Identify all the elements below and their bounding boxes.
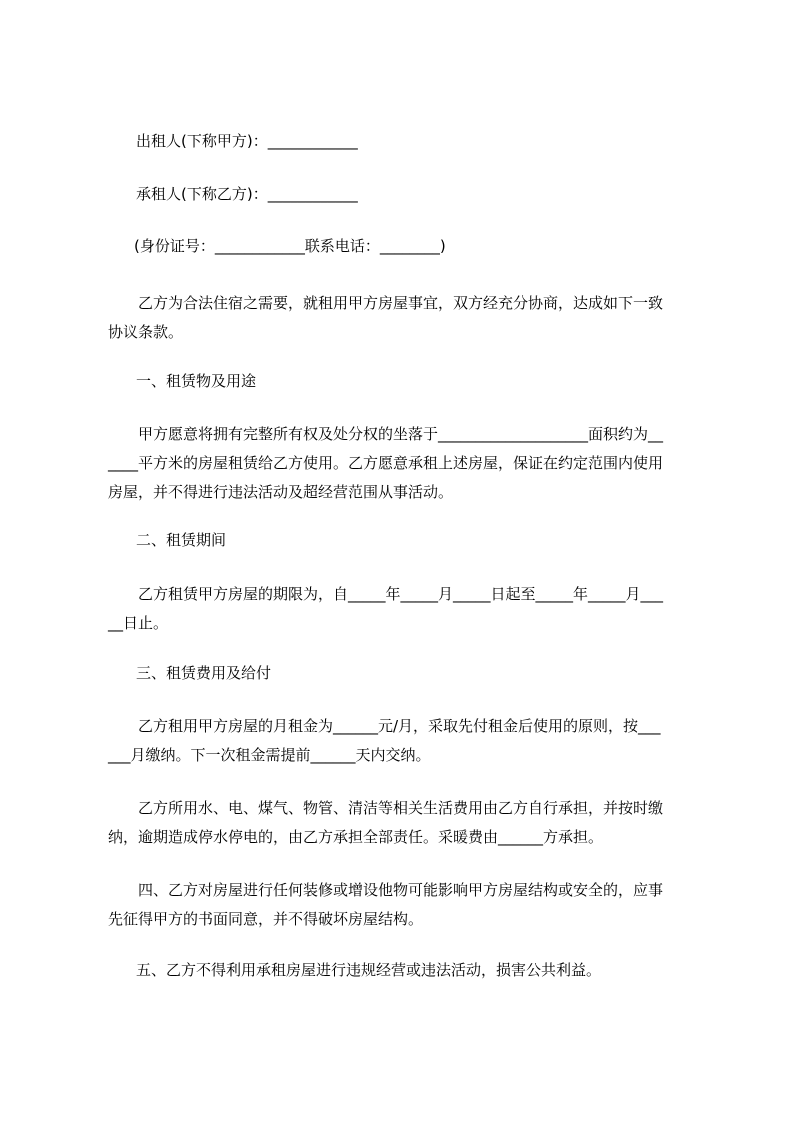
section1-paragraph — [108, 420, 703, 507]
section3-line-2: ___月缴纳。下一次租金需提前______天内交纳。 — [108, 746, 431, 764]
section4-paragraph — [108, 876, 703, 934]
section1-line-1: 甲方愿意将拥有完整所有权及处分权的坐落于____________________面积约为__ — [138, 425, 664, 443]
intro-paragraph — [108, 289, 703, 347]
id-contact-line: (身份证号：____________联系电话：________) — [134, 237, 446, 255]
section3-2-line-1: 乙方所用水、电、煤气、物管、清洁等相关生活费用由乙方自行承担，并按时缴 — [138, 799, 664, 817]
section3-2-line-2: 纳，逾期造成停水停电的，由乙方承担全部责任。采暖费由______方承担。 — [108, 828, 604, 846]
intro-line-1: 乙方为合法住宿之需要，就租用甲方房屋事宜，双方经充分协商，达成如下一致 — [138, 294, 664, 312]
intro-line-2: 协议条款。 — [108, 323, 184, 341]
section2-paragraph — [108, 580, 703, 638]
section4-line-2: 先征得甲方的书面同意，并不得破坏房屋结构。 — [108, 910, 424, 928]
party-a-line: 出租人(下称甲方)：____________ — [136, 132, 358, 150]
party-b-line: 承租人(下称乙方)：____________ — [136, 185, 358, 203]
section1-line-3: 房屋，并不得进行违法活动及超经营范围从事活动。 — [108, 483, 454, 501]
section1-heading: 一、租赁物及用途 — [136, 372, 257, 390]
section2-line-2: __日止。 — [108, 614, 169, 632]
section3-heading: 三、租赁费用及给付 — [136, 664, 272, 682]
section2-heading: 二、租赁期间 — [136, 531, 227, 549]
section5-line: 五、乙方不得利用承租房屋进行违规经营或违法活动，损害公共利益。 — [136, 961, 602, 979]
section4-line-1: 四、乙方对房屋进行任何装修或增设他物可能影响甲方房屋结构或安全的，应事 — [138, 881, 664, 899]
section1-line-2: ____平方米的房屋租赁给乙方使用。乙方愿意承租上述房屋，保证在约定范围内使用 — [108, 454, 664, 472]
section3-line-1: 乙方租用甲方房屋的月租金为______元/月，采取先付租金后使用的原则，按___ — [138, 717, 661, 735]
section2-line-1: 乙方租赁甲方房屋的期限为，自_____年_____月_____日起至_____年_____月___ — [138, 585, 664, 603]
section3-paragraph-2 — [108, 794, 703, 852]
section3-paragraph — [108, 712, 703, 770]
